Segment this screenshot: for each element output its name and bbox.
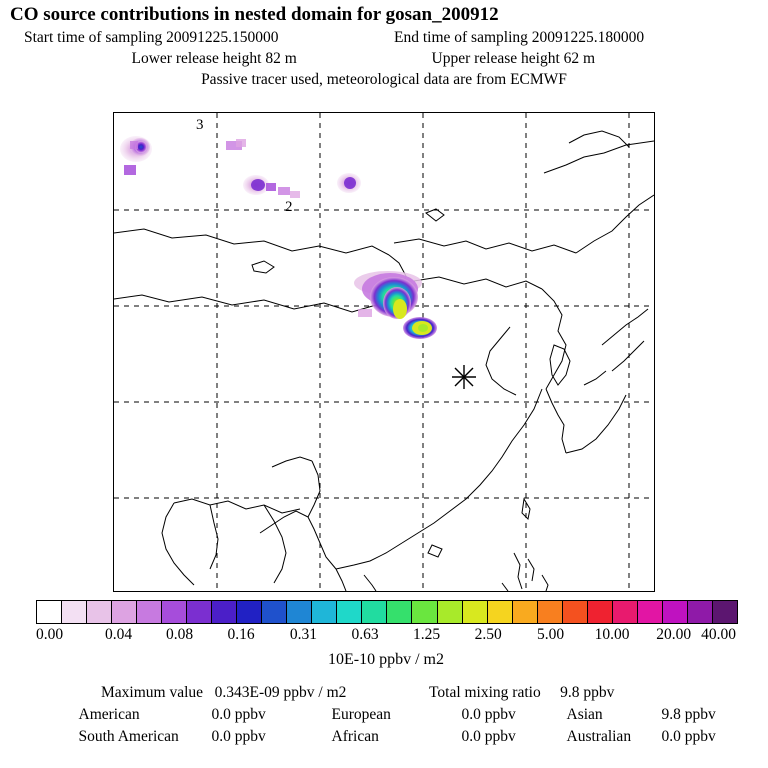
region-south-american-value: 0.0 ppbv xyxy=(211,728,266,745)
max-value-number: 0.343E-09 ppbv / m2 xyxy=(214,684,347,701)
colorbar-swatch-5 xyxy=(162,601,187,623)
region-european-value: 0.0 ppbv xyxy=(461,706,516,723)
map-label-2: 2 xyxy=(285,199,293,215)
colorbar-tick-4: 0.31 xyxy=(289,626,317,643)
colorbar-unit-label: 10E-10 ppbv / m2 xyxy=(328,651,444,668)
mixing-ratio-value: 9.8 ppbv xyxy=(560,684,615,701)
colorbar-tick-5: 0.63 xyxy=(351,626,379,643)
region-australian-label: Australian xyxy=(566,728,632,745)
colorbar-swatch-21 xyxy=(563,601,588,623)
colorbar-swatch-9 xyxy=(262,601,287,623)
colorbar-swatch-24 xyxy=(638,601,663,623)
colorbar-swatch-6 xyxy=(187,601,212,623)
region-african-value: 0.0 ppbv xyxy=(461,728,516,745)
colorbar-swatch-3 xyxy=(112,601,137,623)
colorbar-swatch-26 xyxy=(688,601,713,623)
tracer-note-label: Passive tracer used, meteorological data are from ECMWF xyxy=(201,71,567,88)
upper-release-height-label: Upper release height 62 m xyxy=(431,50,596,67)
region-european-label: European xyxy=(331,706,391,723)
colorbar-swatch-11 xyxy=(312,601,337,623)
colorbar-tick-8: 5.00 xyxy=(536,626,565,643)
release-height-line xyxy=(0,50,768,68)
region-african-label: African xyxy=(331,728,379,745)
region-asian-label: Asian xyxy=(566,706,603,723)
region-australian-value: 0.0 ppbv xyxy=(661,728,716,745)
footer-row-max xyxy=(0,684,768,702)
colorbar-tick-labels xyxy=(36,626,736,644)
colorbar-tick-0: 0.00 xyxy=(36,626,64,643)
colorbar-swatch-20 xyxy=(538,601,563,623)
colorbar-tick-11: 40.00 xyxy=(701,626,736,643)
colorbar-swatch-2 xyxy=(87,601,112,623)
end-time-label: End time of sampling 20091225.180000 xyxy=(394,29,645,46)
colorbar-swatch-22 xyxy=(588,601,613,623)
colorbar-swatch-17 xyxy=(463,601,488,623)
footer-summary xyxy=(0,684,768,750)
colorbar-swatch-12 xyxy=(337,601,362,623)
colorbar-swatch-19 xyxy=(513,601,538,623)
colorbar-tick-9: 10.00 xyxy=(594,626,630,643)
lower-release-height-label: Lower release height 82 m xyxy=(131,50,297,67)
map-svg xyxy=(114,113,654,591)
mixing-ratio-label: Total mixing ratio xyxy=(429,684,541,701)
colorbar-swatch-10 xyxy=(287,601,312,623)
region-asian-value: 9.8 ppbv xyxy=(661,706,716,723)
colorbar-swatch-4 xyxy=(137,601,162,623)
region-american-value: 0.0 ppbv xyxy=(211,706,266,723)
site-star-marker xyxy=(452,365,476,389)
colorbar-swatch-14 xyxy=(387,601,412,623)
start-time-label: Start time of sampling 20091225.150000 xyxy=(24,29,279,46)
region-south-american-label: South American xyxy=(78,728,179,745)
map-label-3: 3 xyxy=(196,117,204,133)
mixing-ratio-line xyxy=(429,684,729,702)
colorbar-swatch-23 xyxy=(613,601,638,623)
colorbar-swatch-8 xyxy=(237,601,262,623)
colorbar-tick-10: 20.00 xyxy=(656,626,692,643)
colorbar-swatch-16 xyxy=(438,601,463,623)
sampling-time-line xyxy=(0,29,768,47)
colorbar-swatch-1 xyxy=(62,601,87,623)
colorbar-swatch-25 xyxy=(663,601,688,623)
figure-header xyxy=(0,0,768,89)
colorbar-swatch-15 xyxy=(412,601,437,623)
page-title: CO source contributions in nested domain for gosan_200912 xyxy=(10,4,499,25)
max-value-label: Maximum value xyxy=(101,684,204,701)
colorbar-swatch-27 xyxy=(713,601,737,623)
colorbar-swatch-0 xyxy=(37,601,62,623)
colorbar-tick-1: 0.04 xyxy=(105,626,133,643)
colorbar xyxy=(36,600,736,669)
map-plot-area xyxy=(113,112,655,592)
colorbar-swatch-7 xyxy=(212,601,237,623)
max-value-line xyxy=(39,684,429,702)
region-american-label: American xyxy=(78,706,140,723)
colorbar-swatch-13 xyxy=(362,601,387,623)
colorbar-swatch-18 xyxy=(488,601,513,623)
footer-row-1 xyxy=(0,706,768,724)
footer-row-2 xyxy=(0,728,768,746)
colorbar-tick-2: 0.08 xyxy=(165,626,194,643)
colorbar-tick-3: 0.16 xyxy=(227,626,255,643)
colorbar-tick-7: 2.50 xyxy=(474,626,502,643)
colorbar-swatches xyxy=(36,600,738,624)
colorbar-tick-6: 1.25 xyxy=(413,626,441,643)
